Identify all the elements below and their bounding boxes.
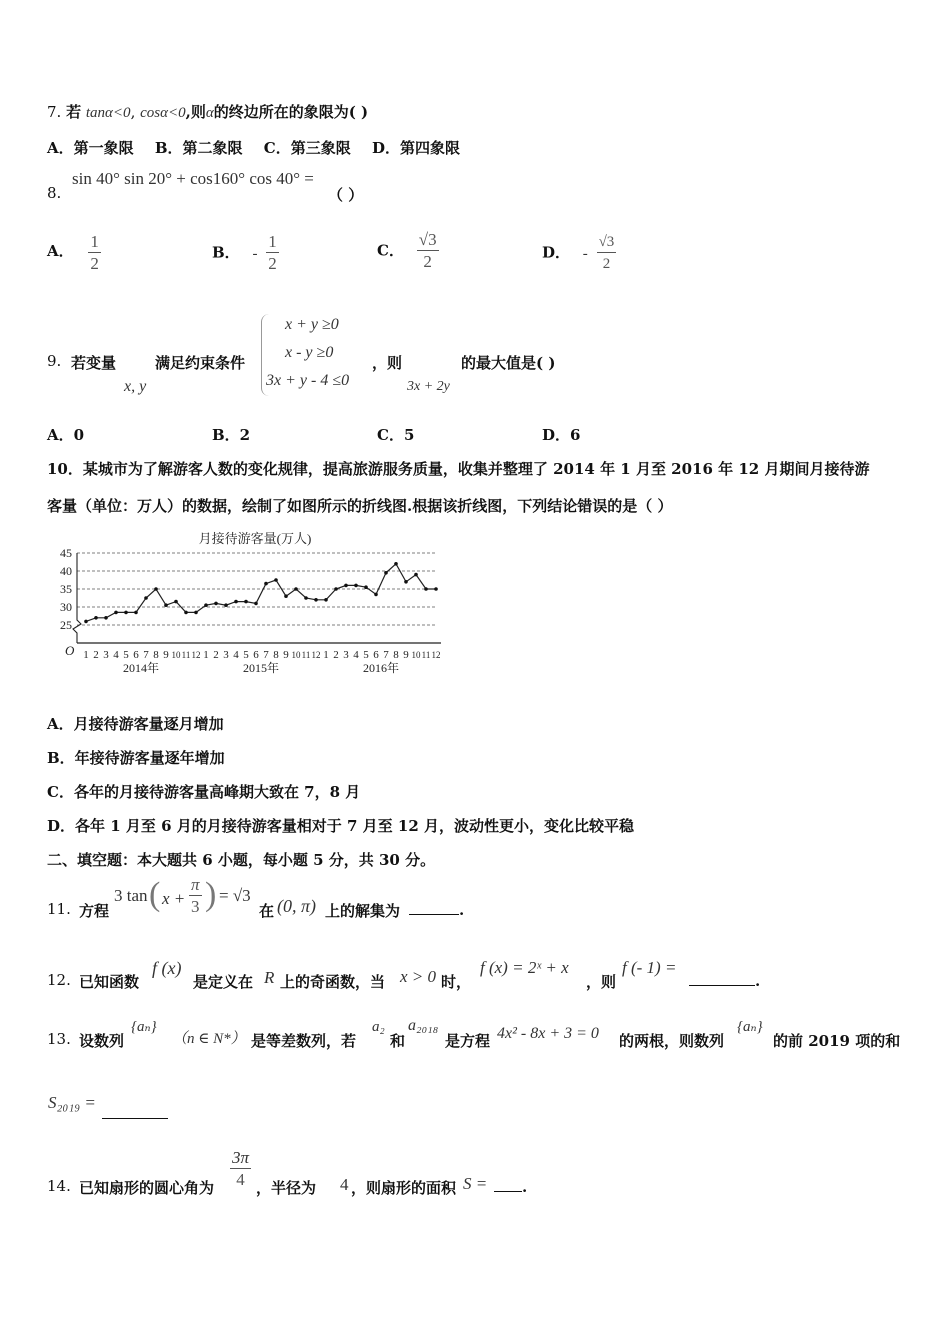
chart-data-point — [334, 587, 338, 591]
chart-data-point — [344, 584, 348, 588]
q8-option-d[interactable]: D． - $\frac{√3}{2}$ — [542, 232, 616, 275]
chart-year-label: 2014年 — [122, 661, 160, 675]
chart-x-tick-label: 12 — [431, 650, 441, 660]
chart-y-tick-label: 25 — [60, 618, 72, 632]
q12-definition: f (x) = 2ˣ + x — [480, 958, 569, 977]
chart-data-point — [94, 616, 98, 620]
q7-option-c[interactable]: C．第三象限 — [263, 139, 351, 157]
q7-option-b[interactable]: B．第二象限 — [154, 139, 243, 157]
q12-text-5: ，则 — [586, 973, 617, 991]
chart-data-point — [404, 580, 408, 584]
chart-data-point — [134, 611, 138, 615]
chart-y-tick-label: 40 — [60, 564, 72, 578]
q13-sum: S₂₀₁₉ = — [48, 1093, 96, 1112]
chart-x-tick-label: 4 — [233, 649, 239, 661]
q13-text-6: 的前 2019 项的和 — [773, 1032, 901, 1050]
chart-data-point — [284, 594, 288, 598]
chart-data-point — [264, 582, 268, 586]
q10-option-a[interactable]: A．月接待游客量逐月增加 — [47, 715, 224, 733]
chart-x-tick-label: 2 — [333, 649, 339, 661]
chart-x-tick-label: 5 — [243, 649, 249, 661]
q8-option-b[interactable]: B． - $\frac{1}{2}$ — [212, 232, 277, 273]
chart-data-point — [394, 562, 398, 566]
q12-text-3: 上的奇函数，当 — [280, 973, 386, 991]
q9-constraint-2: x - y ≥0 — [285, 344, 334, 361]
q9-constraint-1: x + y ≥0 — [285, 316, 339, 333]
chart-data-point — [294, 587, 298, 591]
q12-f-of-x: f (x) — [152, 958, 182, 978]
chart-data-point — [224, 603, 228, 607]
q12-R: R — [264, 968, 275, 987]
q13-text-3: 和 — [390, 1032, 406, 1050]
q12-f-minus-1: f (- 1) = — [622, 958, 677, 977]
chart-year-label: 2016年 — [362, 661, 400, 675]
q9-text-4: 的最大值是( ) — [461, 354, 556, 372]
q12-number: 12. — [47, 971, 71, 989]
q9-text-3: ，则 — [372, 354, 403, 372]
chart-data-point — [194, 611, 198, 615]
q10-option-c[interactable]: C．各年的月接待游客量高峰期大致在 7，8 月 — [47, 783, 361, 801]
chart-x-tick-label: 8 — [153, 649, 159, 661]
q14-number: 14. — [47, 1177, 71, 1195]
chart-data-point — [374, 593, 378, 597]
q7-options — [47, 137, 460, 158]
q12-text-2: 是定义在 — [193, 973, 254, 991]
q11-x-plus: x + — [162, 889, 186, 908]
q13-number: 13. — [47, 1030, 71, 1048]
chart-data-point — [184, 611, 188, 615]
chart-data-point — [204, 603, 208, 607]
chart-x-ticks — [83, 649, 440, 661]
chart-y-tick-label: 45 — [60, 546, 72, 560]
q9-option-d[interactable]: D．6 — [542, 426, 581, 444]
q13-text-5: 的两根，则数列 — [619, 1032, 725, 1050]
chart-data-point — [164, 603, 168, 607]
chart-data-point — [214, 602, 218, 606]
chart-data-point — [244, 600, 248, 604]
q13-text-1: 设数列 — [79, 1032, 125, 1050]
chart-series-line — [86, 564, 436, 622]
chart-x-tick-label: 12 — [311, 650, 321, 660]
q14-text-2: ，半径为 — [256, 1179, 317, 1197]
chart-x-tick-label: 7 — [263, 649, 269, 661]
chart-x-tick-label: 12 — [191, 650, 201, 660]
chart-x-tick-label: 10 — [171, 650, 181, 660]
chart-x-tick-label: 6 — [133, 649, 139, 661]
chart-data-point — [154, 587, 158, 591]
q13-a2: a₂ — [372, 1019, 385, 1035]
q12-answer-blank[interactable]: . — [689, 971, 760, 990]
chart-x-tick-label: 3 — [103, 649, 109, 661]
chart-y-ticks — [60, 546, 72, 632]
q11-left-paren: ( — [149, 876, 161, 913]
chart-x-tick-label: 11 — [301, 650, 311, 660]
q13-text-4: 是方程 — [445, 1032, 491, 1050]
chart-year-label: 2015年 — [242, 661, 280, 675]
q14-text-3: ，则扇形的面积 — [351, 1179, 457, 1197]
q9-option-c[interactable]: C．5 — [377, 426, 415, 444]
chart-data-point — [84, 620, 88, 624]
q8-option-c[interactable]: C． $\frac{√3}{2}$ — [377, 230, 437, 271]
chart-x-tick-label: 5 — [363, 649, 369, 661]
chart-data-point — [384, 571, 388, 575]
chart-data-point — [354, 584, 358, 588]
chart-x-tick-label: 11 — [181, 650, 191, 660]
chart-data-point — [124, 611, 128, 615]
chart-data-point — [174, 600, 178, 604]
chart-x-tick-label: 6 — [373, 649, 379, 661]
q10-stem-line-1: 10．某城市为了解游客人数的变化规律，提高旅游服务质量，收集并整理了 2014 年 1 月至 2016 年 12 月期间月接待游 — [47, 460, 870, 478]
q13-equation: 4x² - 8x + 3 = 0 — [497, 1025, 599, 1042]
q8-a-fraction: $\frac{1}{2}$ — [90, 232, 99, 273]
chart-data-point — [274, 578, 278, 582]
q12-text-4: 时， — [441, 973, 472, 991]
q11-text-3: 上的解集为 — [325, 902, 401, 920]
q11-pi-over-3: $\frac{\pi}{3}$ — [191, 875, 200, 916]
q8-number: 8. — [47, 184, 62, 202]
chart-data-point — [414, 573, 418, 577]
q14-text-1: 已知扇形的圆心角为 — [79, 1179, 215, 1197]
q12-condition: x > 0 — [400, 967, 437, 986]
chart-x-tick-label: 4 — [353, 649, 359, 661]
chart-data-point — [324, 598, 328, 602]
chart-x-tick-label: 2 — [93, 649, 99, 661]
chart-data-point — [104, 616, 108, 620]
q8-paren: （ ） — [328, 186, 364, 204]
q7-option-a[interactable]: A．第一象限 — [47, 139, 134, 157]
chart-y-tick-label: 30 — [60, 600, 72, 614]
chart-x-tick-label: 3 — [343, 649, 349, 661]
q11-right-paren: ) — [205, 876, 217, 913]
chart-x-tick-label: 5 — [123, 649, 129, 661]
chart-x-tick-label: 7 — [143, 649, 149, 661]
q14-S: S = — [463, 1174, 488, 1193]
chart-data-point — [364, 585, 368, 589]
q13-seq-2: {aₙ} — [737, 1019, 763, 1035]
q11-number: 11. — [47, 900, 71, 918]
q13-a2018: a₂₀₁₈ — [408, 1017, 439, 1034]
q10-stem-line-2: 客量（单位：万人）的数据，绘制了如图所示的折线图.根据该折线图，下列结论错误的是（ ） — [47, 497, 673, 515]
q7-stem: 7. 若 tanα<0, cosα<0,则α的终边所在的象限为( ) — [47, 103, 369, 121]
chart-year-labels — [123, 660, 399, 675]
q14-radius: 4 — [340, 1175, 349, 1194]
chart-x-tick-label: 6 — [253, 649, 259, 661]
q11-text-1: 方程 — [79, 902, 110, 920]
q13-condition: （n ∈ N*） — [172, 1031, 246, 1047]
chart-y-axis-break — [73, 553, 81, 643]
chart-grid — [77, 553, 435, 625]
q9-constraint-3: 3x + y - 4 ≤0 — [266, 372, 350, 389]
q8-option-a[interactable]: A． $\frac{1}{2}$ — [47, 232, 99, 273]
chart-data-point — [314, 598, 318, 602]
q9-option-b[interactable]: B．2 — [212, 426, 251, 444]
chart-data-point — [304, 596, 308, 600]
q10-line-chart — [55, 525, 450, 680]
chart-x-tick-label: 10 — [291, 650, 301, 660]
q14-angle: $\frac{3\pi}{4}$ — [232, 1148, 250, 1189]
chart-x-tick-label: 11 — [421, 650, 431, 660]
q9-vars: x, y — [124, 378, 147, 395]
chart-x-tick-label: 3 — [223, 649, 229, 661]
q7-option-d[interactable]: D．第四象限 — [371, 139, 460, 157]
q8-d-fraction: $\frac{√3}{2}$ — [598, 234, 615, 272]
q11-answer-blank[interactable]: . — [409, 900, 464, 919]
q9-number: 9. — [47, 352, 62, 370]
chart-x-tick-label: 1 — [203, 649, 209, 661]
q14-answer-blank[interactable]: . — [494, 1177, 527, 1196]
q8-expression: sin 40° sin 20° + cos160° cos 40° = — [72, 169, 314, 188]
q11-rhs: = √3 — [219, 886, 251, 905]
q13-seq: {aₙ} — [131, 1019, 157, 1035]
chart-x-tick-label: 10 — [411, 650, 421, 660]
chart-data-point — [424, 587, 428, 591]
section-2-heading: 二、填空题：本大题共 6 小题，每小题 5 分，共 30 分。 — [47, 851, 436, 869]
q11-text-2: 在 — [259, 902, 275, 920]
q9-option-a[interactable]: A．0 — [47, 426, 85, 444]
q10-option-b[interactable]: B．年接待游客量逐年增加 — [47, 749, 225, 767]
chart-x-tick-label: 8 — [393, 649, 399, 661]
chart-x-tick-label: 9 — [163, 649, 169, 661]
q8-b-fraction: $\frac{1}{2}$ — [268, 232, 277, 273]
q9-text-1: 若变量 — [71, 354, 117, 372]
chart-x-tick-label: 2 — [213, 649, 219, 661]
q13-answer-blank[interactable] — [102, 1104, 168, 1123]
q9-objective: 3x + 2y — [407, 379, 450, 394]
q13-text-2: 是等差数列，若 — [251, 1032, 357, 1050]
q11-interval: (0, π) — [277, 896, 317, 916]
chart-data-point — [144, 596, 148, 600]
chart-x-tick-label: 4 — [113, 649, 119, 661]
q9-text-2: 满足约束条件 — [155, 354, 246, 372]
chart-x-tick-label: 1 — [323, 649, 329, 661]
chart-x-tick-label: 8 — [273, 649, 279, 661]
chart-data-point — [254, 602, 258, 606]
q8-c-fraction: $\frac{√3}{2}$ — [418, 230, 437, 271]
chart-x-tick-label: 9 — [403, 649, 409, 661]
chart-title: 月接待游客量(万人) — [198, 531, 312, 546]
chart-x-tick-label: 7 — [383, 649, 389, 661]
chart-origin-label: O — [65, 643, 75, 658]
q10-option-d[interactable]: D．各年 1 月至 6 月的月接待游客量相对于 7 月至 12 月，波动性更小，变化比较平稳 — [47, 817, 634, 835]
chart-data-point — [234, 600, 238, 604]
q11-coef: 3 tan — [114, 886, 148, 905]
chart-x-tick-label: 9 — [283, 649, 289, 661]
chart-y-tick-label: 35 — [60, 582, 72, 596]
chart-data-point — [114, 611, 118, 615]
q12-text-1: 已知函数 — [79, 973, 140, 991]
chart-data-point — [434, 587, 438, 591]
chart-x-tick-label: 1 — [83, 649, 89, 661]
